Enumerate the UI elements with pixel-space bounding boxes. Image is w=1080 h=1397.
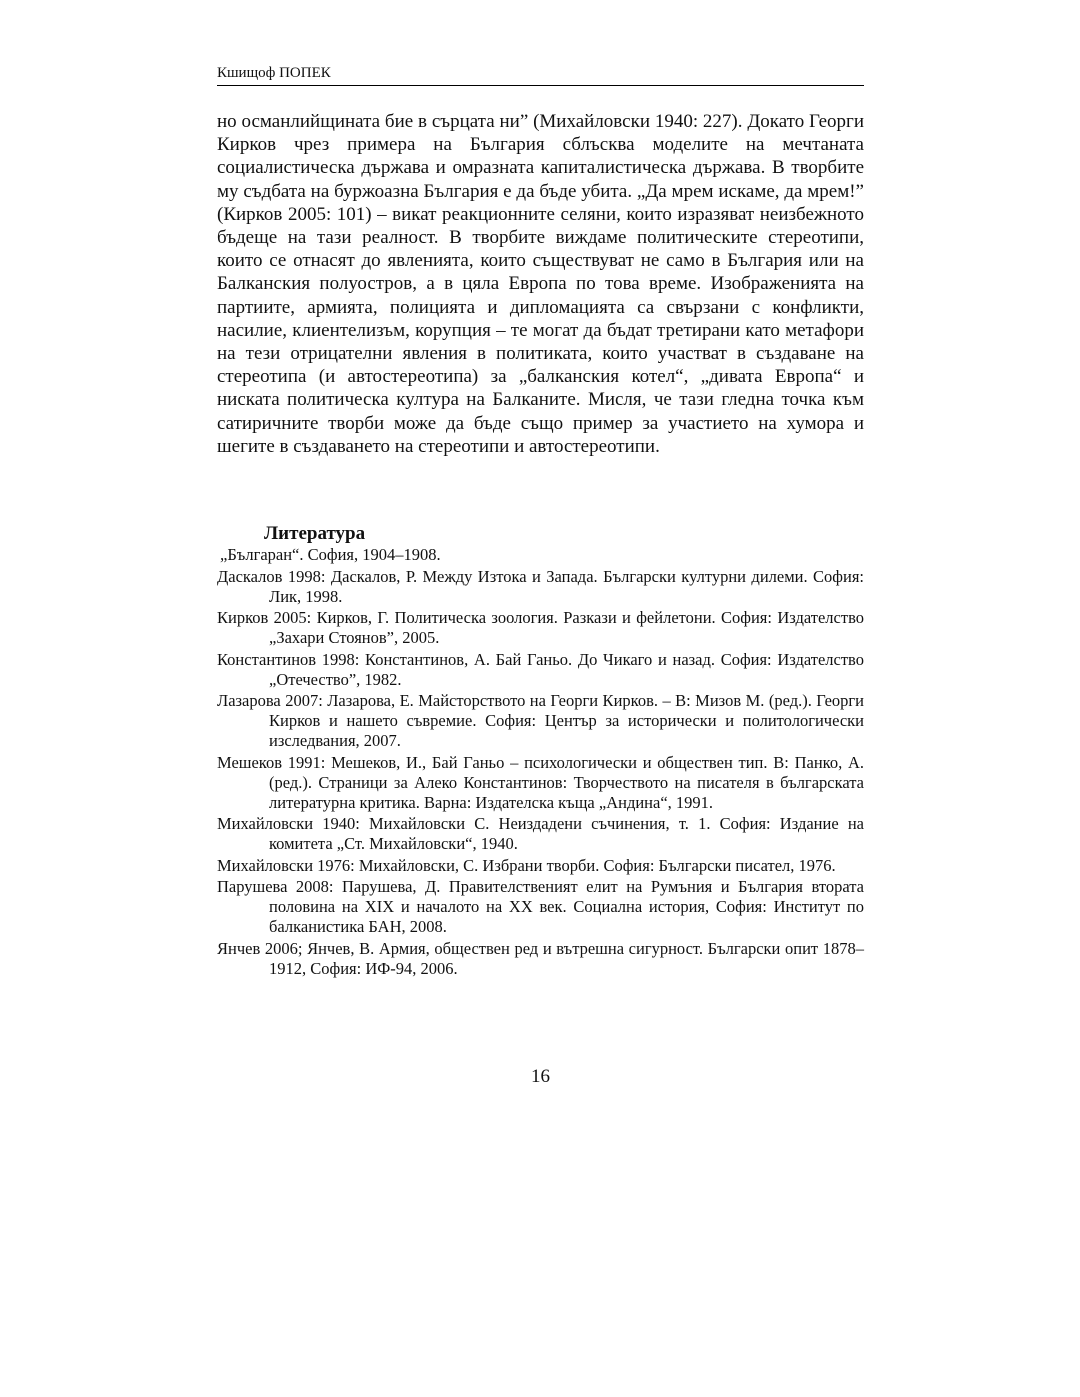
reference-item: Кирков 2005: Кирков, Г. Политическа зоология. Разкази и фейлетони. София: Издателство „Захари Стоянов”, 2005. xyxy=(217,608,864,647)
reference-item: Даскалов 1998: Даскалов, Р. Между Изтока и Запада. Български културни дилеми. София: Лик, 1998. xyxy=(217,566,864,606)
reference-item: Михайловски 1976: Михайловски, С. Избрани творби. София: Български писател, 1976. xyxy=(217,855,836,875)
reference-item: Лазарова 2007: Лазарова, Е. Майсторството на Георги Кирков. – В: Мизов М. (ред.). Георги Кирков и нашето съвремие. София: Център за исторически и политологически изследвания, 2007. xyxy=(217,691,864,750)
running-header: Кшищоф ПОПЕК xyxy=(217,64,864,86)
reference-item: Мешеков 1991: Мешеков, И., Бай Ганьо – психологически и обществен тип. В: Панко, А. (ред.). Страници за Алеко Константинов: Творчеството на писателя в българската литературна критика. Варна: Издателска къща „Андина“, 1991. xyxy=(217,752,864,812)
reference-item: Парушева 2008: Парушева, Д. Правителственият елит на Румъния и България втората половина на XIX и началото на XX век. Социална история, София: Институт по балканистика БАН, 2008. xyxy=(217,877,864,936)
reference-item: „Българан“. София, 1904–1908. xyxy=(220,545,441,564)
reference-item: Константинов 1998: Константинов, А. Бай Ганьо. До Чикаго и назад. София: Издателство „Отечество”, 1982. xyxy=(217,649,864,689)
references-list xyxy=(217,545,864,980)
document-page xyxy=(217,0,864,1397)
body-paragraph: но османлийщината бие в сърцата ни” (Михайловски 1940: 227). Докато Георги Кирков чрез примера на България сблъсква моделите на мечтаната социалистическа държава и омразната капиталистическа държава. В творбите му съдбата на буржоазна България е да бъде убита. „Да мрем искаме, да мрем!” (Кирков 2005: 101) – викат реакционните селяни, които изразяват неизбежното бъдеще на тази реалност. В творбите виждаме политическите стереотипи, които се отнасят до явленията, които съществуват не само в България или на Балканския полуостров, а в цяла Европа по това време. Изображенията на партиите, армията, полицията и дипломацията са свързани с конфликти, насилие, клиентелизъм, корупция – те могат да бъдат третирани като метафори на тези отрицателни явления в политиката, които участват в създаване на стереотипа (и автостереотипа) за „балканския котел“, „дивата Европа“ и ниската политическа култура на Балканите. Мисля, че тази гледна точка към сатиричните творби може да бъде също пример за участието на хумора и шегите в създаването на стереотипи и автостереотипи. xyxy=(217,111,864,457)
reference-item: Янчев 2006; Янчев, В. Армия, обществен ред и вътрешна сигурност. Български опит 1878–1912, София: ИФ-94, 2006. xyxy=(217,938,864,978)
references-heading: Литература xyxy=(264,523,366,544)
page-number: 16 xyxy=(531,1066,550,1087)
reference-item: Михайловски 1940: Михайловски С. Неиздадени съчинения, т. 1. София: Издание на комитета „Ст. Михайловски“, 1940. xyxy=(217,814,864,853)
